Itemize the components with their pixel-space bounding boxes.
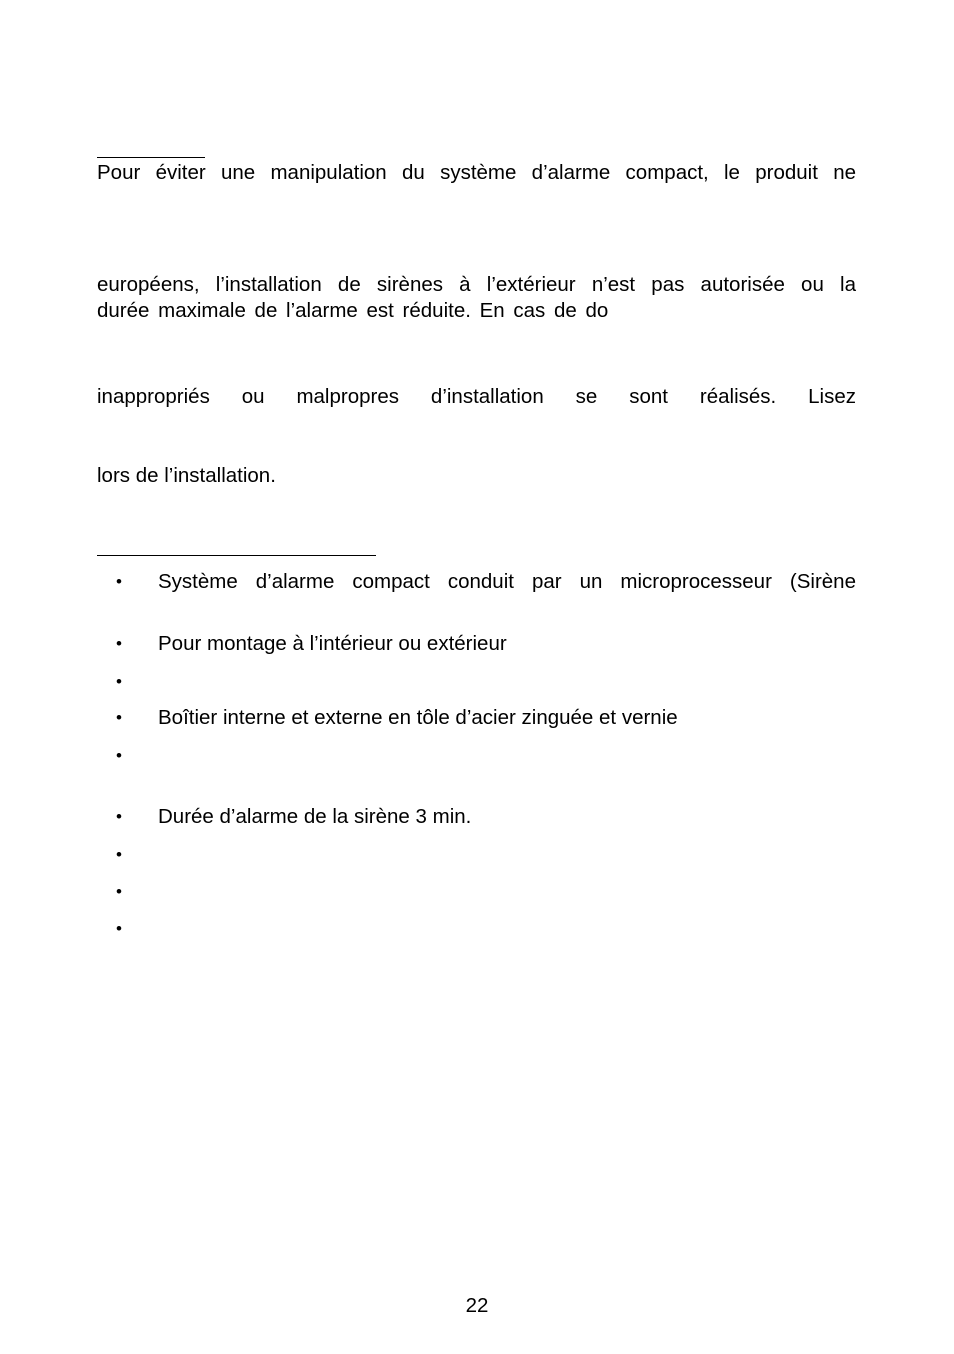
list-item <box>116 917 856 941</box>
paragraph-line-1: Pour éviter une manipulation du système d’alarme compact, le produit ne <box>97 161 856 184</box>
paragraph-line-4: inappropriés ou malpropres d’installation se sont réalisés. Lisez <box>97 385 856 408</box>
list-item-text: Durée d’alarme de la sirène 3 min. <box>158 805 472 828</box>
list-item <box>116 843 856 867</box>
list-item <box>116 670 856 694</box>
bullet-icon: • <box>116 572 122 591</box>
paragraph-line-5: lors de l’installation. <box>97 464 276 487</box>
bullet-icon: • <box>116 807 122 826</box>
list-item <box>116 632 856 656</box>
bullet-icon: • <box>116 845 122 864</box>
bullet-icon: • <box>116 634 122 653</box>
list-item <box>116 744 856 768</box>
bullet-icon: • <box>116 919 122 938</box>
list-item <box>116 570 856 594</box>
list-item-text: Pour montage à l’intérieur ou extérieur <box>158 632 507 655</box>
heading-underline <box>97 157 205 158</box>
bullet-icon: • <box>116 746 122 765</box>
bullet-icon: • <box>116 708 122 727</box>
page-number: 22 <box>465 1294 489 1317</box>
bullet-icon: • <box>116 882 122 901</box>
list-item-text: Système d’alarme compact conduit par un microprocesseur (Sirène <box>158 570 856 593</box>
paragraph-line-2: européens, l’installation de sirènes à l’extérieur n’est pas autorisée ou la <box>97 273 856 296</box>
list-item-text: Boîtier interne et externe en tôle d’acier zinguée et vernie <box>158 706 678 729</box>
paragraph-line-3: durée maximale de l’alarme est réduite. En cas de do <box>97 299 609 322</box>
bullet-icon: • <box>116 672 122 691</box>
list-item <box>116 880 856 904</box>
section-underline <box>97 555 376 556</box>
list-item <box>116 805 856 829</box>
list-item <box>116 706 856 730</box>
